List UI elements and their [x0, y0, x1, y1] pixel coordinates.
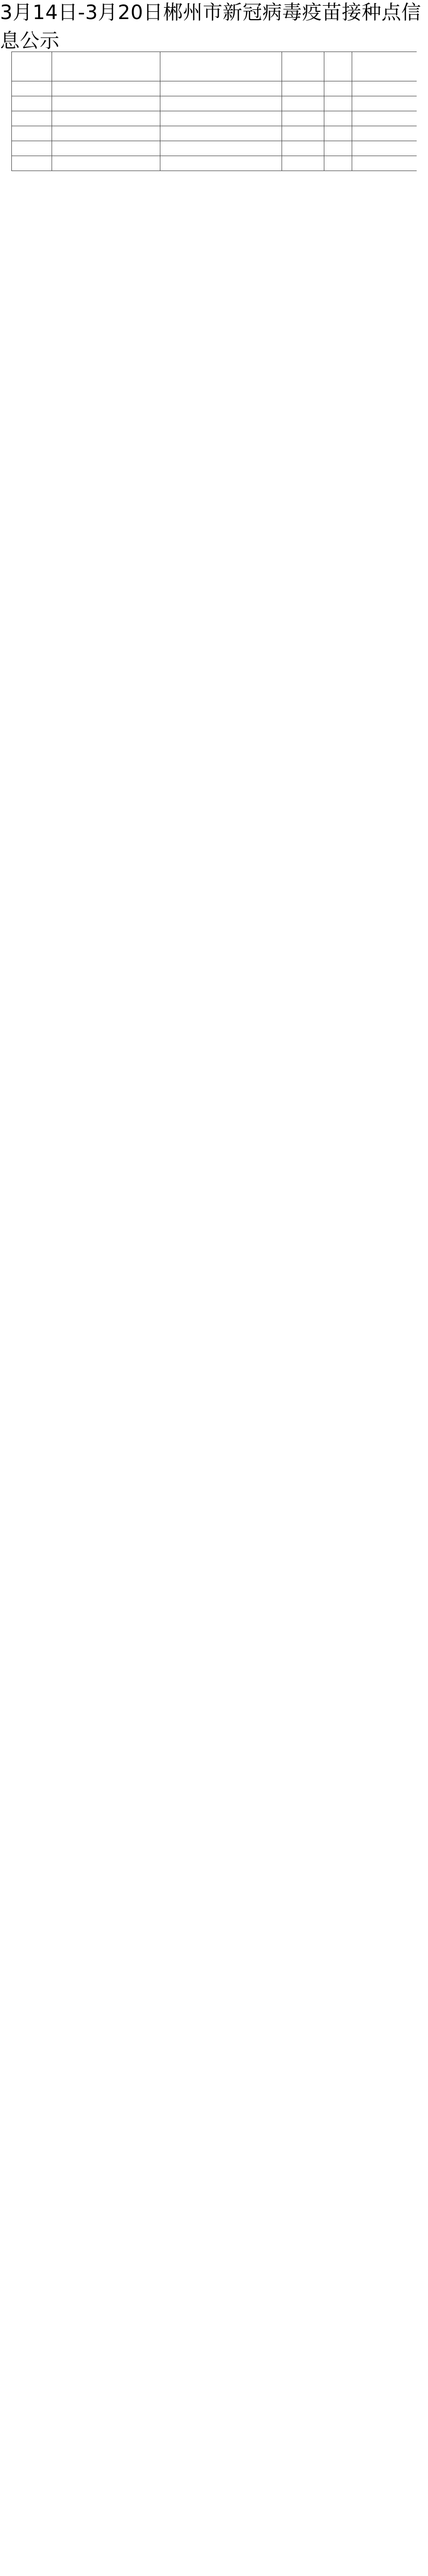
- cell-phone: [352, 111, 417, 126]
- cell-county: [12, 111, 52, 126]
- cell-time: [282, 111, 324, 126]
- table-row: [12, 111, 417, 126]
- cell-address: [160, 96, 282, 111]
- cell-phone: [352, 96, 417, 111]
- header-unit: [52, 52, 160, 81]
- cell-type: [324, 126, 352, 141]
- cell-unit: [52, 111, 160, 126]
- cell-unit: [52, 81, 160, 96]
- cell-type: [324, 111, 352, 126]
- vaccination-site-table: [11, 52, 417, 171]
- cell-time: [282, 96, 324, 111]
- header-type: [324, 52, 352, 81]
- table-header-row: [12, 52, 417, 81]
- cell-county: [12, 156, 52, 171]
- table-row: [12, 141, 417, 156]
- cell-unit: [52, 126, 160, 141]
- cell-phone: [352, 141, 417, 156]
- table-row: [12, 81, 417, 96]
- cell-type: [324, 141, 352, 156]
- header-county: [12, 52, 52, 81]
- cell-type: [324, 156, 352, 171]
- table-row: [12, 156, 417, 171]
- cell-phone: [352, 81, 417, 96]
- cell-phone: [352, 126, 417, 141]
- cell-unit: [52, 141, 160, 156]
- cell-county: [12, 141, 52, 156]
- page-title: 3月14日-3月20日郴州市新冠病毒疫苗接种点信息公示: [0, 1, 421, 52]
- cell-county: [12, 96, 52, 111]
- header-time: [282, 52, 324, 81]
- cell-address: [160, 156, 282, 171]
- cell-time: [282, 126, 324, 141]
- table-row: [12, 126, 417, 141]
- cell-time: [282, 81, 324, 96]
- cell-type: [324, 96, 352, 111]
- cell-address: [160, 81, 282, 96]
- cell-phone: [352, 156, 417, 171]
- cell-type: [324, 81, 352, 96]
- cell-address: [160, 126, 282, 141]
- cell-time: [282, 156, 324, 171]
- cell-address: [160, 111, 282, 126]
- cell-unit: [52, 96, 160, 111]
- cell-county: [12, 126, 52, 141]
- cell-address: [160, 141, 282, 156]
- header-phone: [352, 52, 417, 81]
- table-body: [12, 81, 417, 171]
- table-row: [12, 96, 417, 111]
- cell-time: [282, 141, 324, 156]
- cell-unit: [52, 156, 160, 171]
- vaccination-site-table-container: [11, 52, 417, 2576]
- cell-county: [12, 81, 52, 96]
- header-address: [160, 52, 282, 81]
